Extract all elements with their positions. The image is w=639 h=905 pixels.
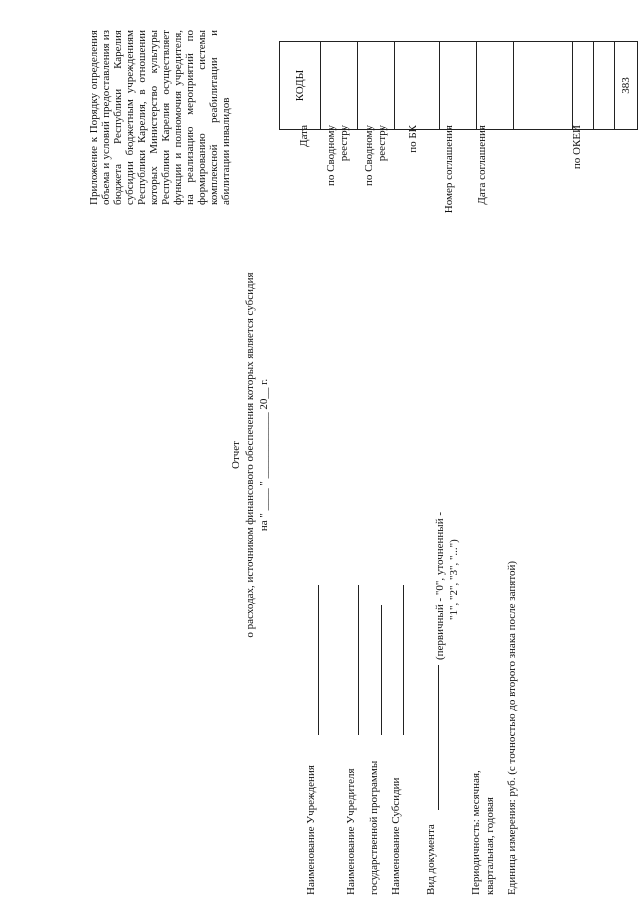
periodicity-label-1: Периодичность: месячная, — [470, 770, 482, 895]
code-cell-agreement-date[interactable] — [514, 42, 573, 130]
code-cell-extra-1[interactable] — [573, 42, 594, 130]
code-label-registry2-b: реестру — [376, 125, 388, 162]
institution-input[interactable] — [318, 585, 319, 735]
code-cell-registry1[interactable] — [358, 42, 395, 130]
code-label-agreement-no: Номер соглашения — [443, 125, 455, 214]
report-subtitle: о расходах, источником финансового обеспечения которых является субсидия — [244, 272, 256, 638]
institution-label: Наименование Учреждения — [305, 765, 317, 895]
code-cell-okei: 383 — [615, 42, 638, 130]
code-label-agreement-date: Дата соглашения — [476, 125, 488, 205]
doc-type-label: Вид документа — [425, 824, 437, 895]
program-label: государственной программы — [368, 760, 380, 895]
code-label-date: Дата — [298, 125, 310, 147]
code-cell-bk[interactable] — [440, 42, 477, 130]
doc-type-input[interactable] — [438, 665, 439, 810]
code-cell-agreement-no[interactable] — [477, 42, 514, 130]
code-label-okei: по ОКЕИ — [571, 125, 583, 170]
code-label-registry1-b: реестру — [338, 125, 350, 162]
report-title: Отчет — [230, 441, 242, 469]
founder-input[interactable] — [358, 585, 359, 735]
report-date-line: на " ____ " ____________ 20__ г. — [258, 378, 270, 532]
subsidy-input[interactable] — [403, 585, 404, 735]
unit-label: Единица измерения: руб. (с точностью до второго знака после запятой) — [506, 560, 518, 895]
codes-table — [279, 41, 638, 130]
founder-label: Наименование Учредителя — [345, 768, 357, 895]
codes-header: КОДЫ — [280, 42, 321, 130]
code-cell-date[interactable] — [321, 42, 358, 130]
code-label-registry2-a: по Сводному — [363, 125, 375, 187]
code-cell-extra-2[interactable] — [594, 42, 615, 130]
periodicity-label-2: квартальная, годовая — [484, 797, 496, 895]
code-cell-registry2[interactable] — [395, 42, 440, 130]
program-input[interactable] — [381, 605, 382, 735]
doc-type-hint-1: (первичный - "0", уточненный - — [434, 512, 446, 660]
subsidy-label: Наименование Субсидии — [390, 777, 402, 895]
doc-type-hint-2: "1", "2", "3", "...") — [448, 539, 460, 620]
code-label-bk: по БК — [407, 125, 419, 153]
appendix-note: Приложение к Порядку определения объема и условий предоставления из бюджета Республики Карелия субсидии бюджетным учреждениям Республики Карелия, в отношении которых Министерство культуры Республики Карелия осуществляет функции и полномочия учредителя, на реализацию мероприятий по формированию системы комплексной реабилитации и абилитации инвалидов — [88, 30, 232, 205]
code-label-registry1-a: по Сводному — [325, 125, 337, 187]
